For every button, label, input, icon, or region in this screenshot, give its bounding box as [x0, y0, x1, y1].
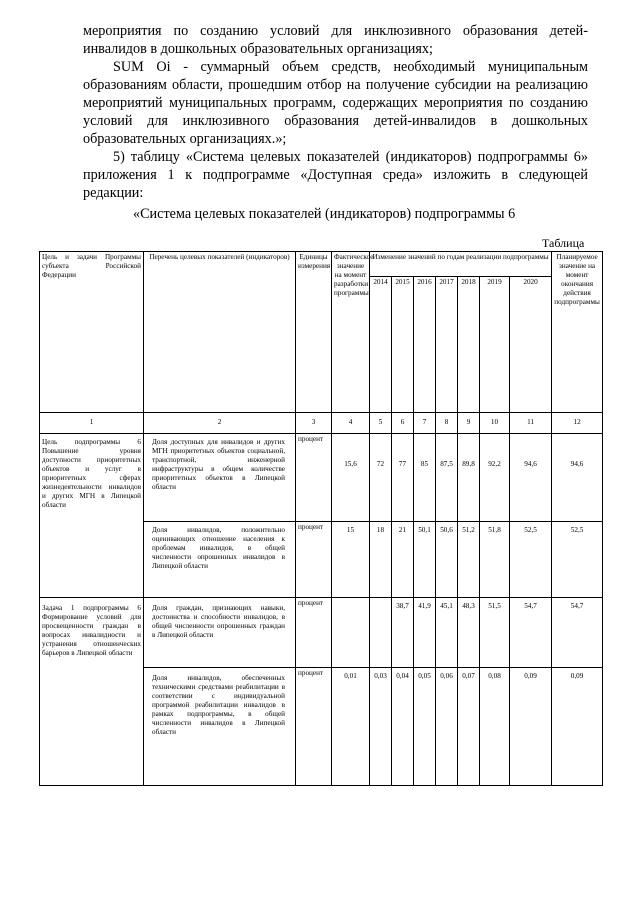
indicator-cell: Доля инвалидов, положительно оценивающих отношение населения к проблемам инвалидов, в общей численности опрошенных инвалидов в Липецкой области	[144, 522, 296, 598]
column-number: 7	[414, 413, 436, 434]
year-value: 41,9	[414, 598, 436, 668]
header-year: 2019	[480, 277, 510, 413]
year-value: 21	[392, 522, 414, 598]
paragraph-3: 5) таблицу «Система целевых показателей (индикаторов) подпрограммы 6» приложения 1 к подпрограмме «Доступная среда» изложить в следующей редакции:	[83, 149, 588, 201]
year-value: 45,1	[436, 598, 458, 668]
unit-cell: процент	[296, 668, 332, 786]
column-number: 8	[436, 413, 458, 434]
indicator-cell: Доля доступных для инвалидов и других МГН приоритетных объектов социальной, транспортной, инженерной инфраструктуры в общем количестве приоритетных объектов в Липецкой области	[144, 434, 296, 522]
column-number: 6	[392, 413, 414, 434]
column-number: 1	[40, 413, 144, 434]
unit-cell: процент	[296, 598, 332, 668]
goal-cell: Задача 1 подпрограммы 6 Формирование условий для просвещенности граждан в вопросах инвалидности и устранения отношенческих барьеров в Липецкой области	[40, 598, 144, 786]
plan-cell: 52,5	[552, 522, 603, 598]
column-number: 10	[480, 413, 510, 434]
fact-cell: 15,6	[332, 434, 370, 522]
paragraph-1: мероприятия по созданию условий для инклюзивного образования детей-инвалидов в дошкольных образовательных организациях;	[83, 23, 588, 57]
header-fact: Фактическое значение на момент разработки программы	[332, 252, 370, 413]
plan-cell: 54,7	[552, 598, 603, 668]
year-value: 92,2	[480, 434, 510, 522]
header-indicators: Перечень целевых показателей (индикаторов)	[144, 252, 296, 413]
year-value: 0,09	[510, 668, 552, 786]
year-value: 72	[370, 434, 392, 522]
plan-cell: 0,09	[552, 668, 603, 786]
column-number: 4	[332, 413, 370, 434]
paragraph-2: SUM Oi - суммарный объем средств, необходимый муниципальным образованиям области, прошедшим отбор на получение субсидии на реализацию мероприятий муниципальных программ, содержащих мероприятия по созданию условий для инклюзивного образования детей-инвалидов в дошкольных образовательных организациях.»;	[83, 59, 588, 147]
header-year: 2020	[510, 277, 552, 413]
year-value: 87,5	[436, 434, 458, 522]
year-value: 85	[414, 434, 436, 522]
header-year: 2017	[436, 277, 458, 413]
body-text	[83, 22, 588, 202]
year-value: 0,07	[458, 668, 480, 786]
year-value: 51,8	[480, 522, 510, 598]
unit-cell: процент	[296, 434, 332, 522]
year-value: 0,05	[414, 668, 436, 786]
table-row	[40, 434, 603, 522]
header-year: 2015	[392, 277, 414, 413]
year-value: 0,04	[392, 668, 414, 786]
header-year: 2016	[414, 277, 436, 413]
column-number: 3	[296, 413, 332, 434]
year-value	[370, 598, 392, 668]
year-value: 94,6	[510, 434, 552, 522]
header-unit: Единицы измерения	[296, 252, 332, 413]
column-number: 9	[458, 413, 480, 434]
year-value: 54,7	[510, 598, 552, 668]
header-change: Изменение значений по годам реализации подпрограммы	[370, 252, 552, 277]
column-number-row	[40, 413, 603, 434]
header-plan: Планируемое значение на момент окончания действия подпрограммы	[552, 252, 603, 413]
year-value: 38,7	[392, 598, 414, 668]
year-value: 51,2	[458, 522, 480, 598]
year-value: 0,06	[436, 668, 458, 786]
fact-cell: 15	[332, 522, 370, 598]
table-label: Таблица	[542, 236, 585, 250]
indicators-table	[39, 251, 603, 786]
year-value: 18	[370, 522, 392, 598]
year-value: 89,8	[458, 434, 480, 522]
indicator-cell: Доля граждан, признающих навыки, достоинства и способности инвалидов, в общей численности опрошенных граждан в Липецкой области	[144, 598, 296, 668]
unit-cell: процент	[296, 522, 332, 598]
year-value: 0,08	[480, 668, 510, 786]
header-year: 2014	[370, 277, 392, 413]
year-value: 52,5	[510, 522, 552, 598]
year-value: 77	[392, 434, 414, 522]
year-value: 0,03	[370, 668, 392, 786]
fact-cell	[332, 598, 370, 668]
header-goal: Цель и задачи Программы субъекта Российской Федерации	[40, 252, 144, 413]
table-row	[40, 598, 603, 668]
year-value: 51,5	[480, 598, 510, 668]
year-value: 50,6	[436, 522, 458, 598]
column-number: 11	[510, 413, 552, 434]
year-value: 48,3	[458, 598, 480, 668]
goal-cell: Цель подпрограммы 6 Повышение уровня доступности приоритетных объектов и услуг в приоритетных сферах жизнедеятельности инвалидов и других МГН в Липецкой области	[40, 434, 144, 598]
column-number: 2	[144, 413, 296, 434]
plan-cell: 94,6	[552, 434, 603, 522]
column-number: 5	[370, 413, 392, 434]
table-title: «Система целевых показателей (индикаторов) подпрограммы 6	[133, 206, 516, 222]
header-year: 2018	[458, 277, 480, 413]
fact-cell: 0,01	[332, 668, 370, 786]
indicator-cell: Доля инвалидов, обеспеченных техническими средствами реабилитации в соответствии с индивидуальной программой реабилитации инвалидов в рамках подпрограммы, в общей численности инвалидов в Липецкой области	[144, 668, 296, 786]
year-value: 50,1	[414, 522, 436, 598]
column-number: 12	[552, 413, 603, 434]
